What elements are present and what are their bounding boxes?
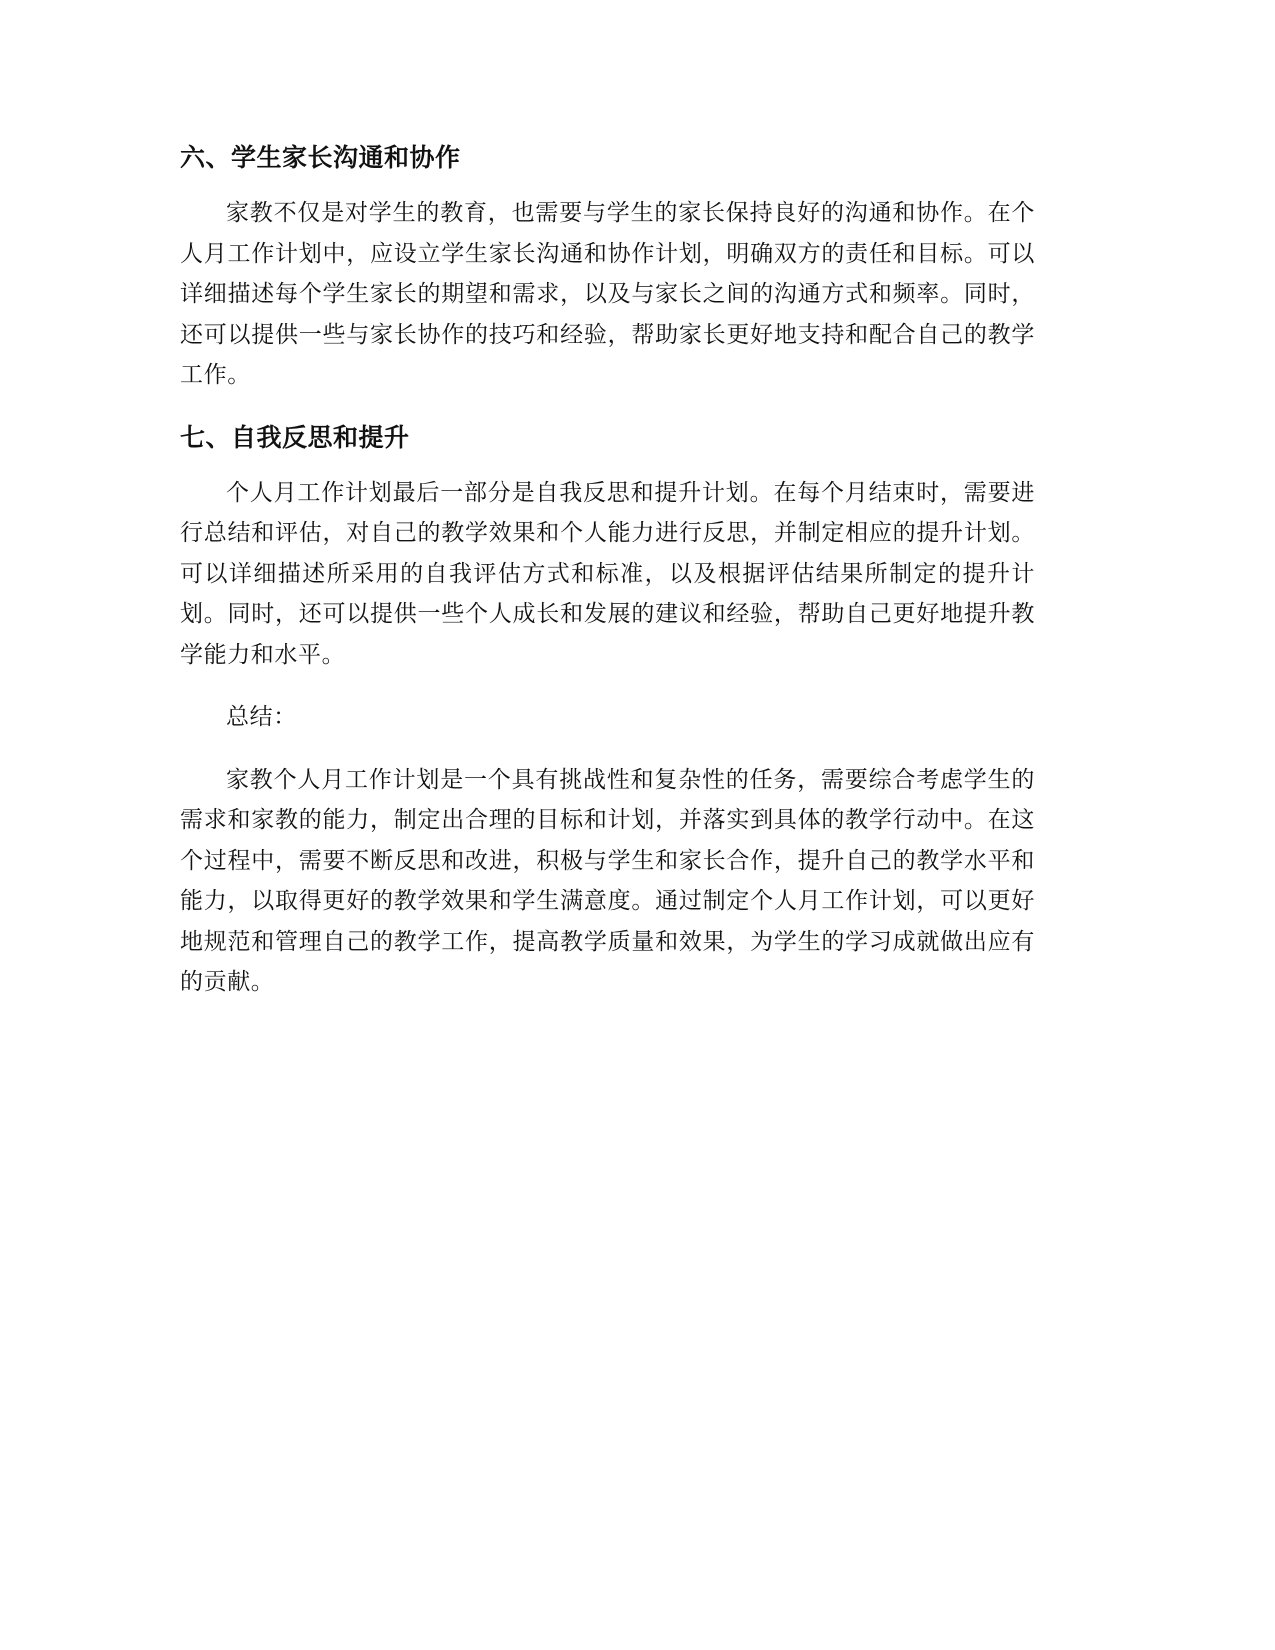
section-heading-parent-communication: 六、学生家长沟通和协作 [180, 143, 461, 172]
section-heading-self-reflection: 七、自我反思和提升 [180, 422, 410, 452]
summary-paragraph: 家教个人月工作计划是一个具有挑战性和复杂性的任务，需要综合考虑学生的需求和家教的能力，制定出合理的目标和计划，并落实到具体的教学行动中。在这个过程中，需要不断反思和改进，积极与学生和家长合作，提升自己的教学水平和能力，以取得更好的教学效果和学生满意度。通过制定个人月工作计划，可以更好地规范和管理自己的教学工作，提高教学质量和效果，为学生的学习成就做出应有的贡献。 [180, 766, 1035, 995]
section-paragraph-parent-communication: 家教不仅是对学生的教育，也需要与学生的家长保持良好的沟通和协作。在个人月工作计划中，应设立学生家长沟通和协作计划，明确双方的责任和目标。可以详细描述每个学生家长的期望和需求，以及与家长之间的沟通方式和频率。同时，还可以提供一些与家长协作的技巧和经验，帮助家长更好地支持和配合自己的教学工作。 [180, 200, 1035, 388]
document-page [180, 138, 1035, 1025]
section-paragraph-self-reflection: 个人月工作计划最后一部分是自我反思和提升计划。在每个月结束时，需要进行总结和评估，对自己的教学效果和个人能力进行反思，并制定相应的提升计划。可以详细描述所采用的自我评估方式和标准，以及根据评估结果所制定的提升计划。同时，还可以提供一些个人成长和发展的建议和经验，帮助自己更好地提升教学能力和水平。 [180, 479, 1035, 668]
summary-label: 总结： [226, 704, 297, 730]
